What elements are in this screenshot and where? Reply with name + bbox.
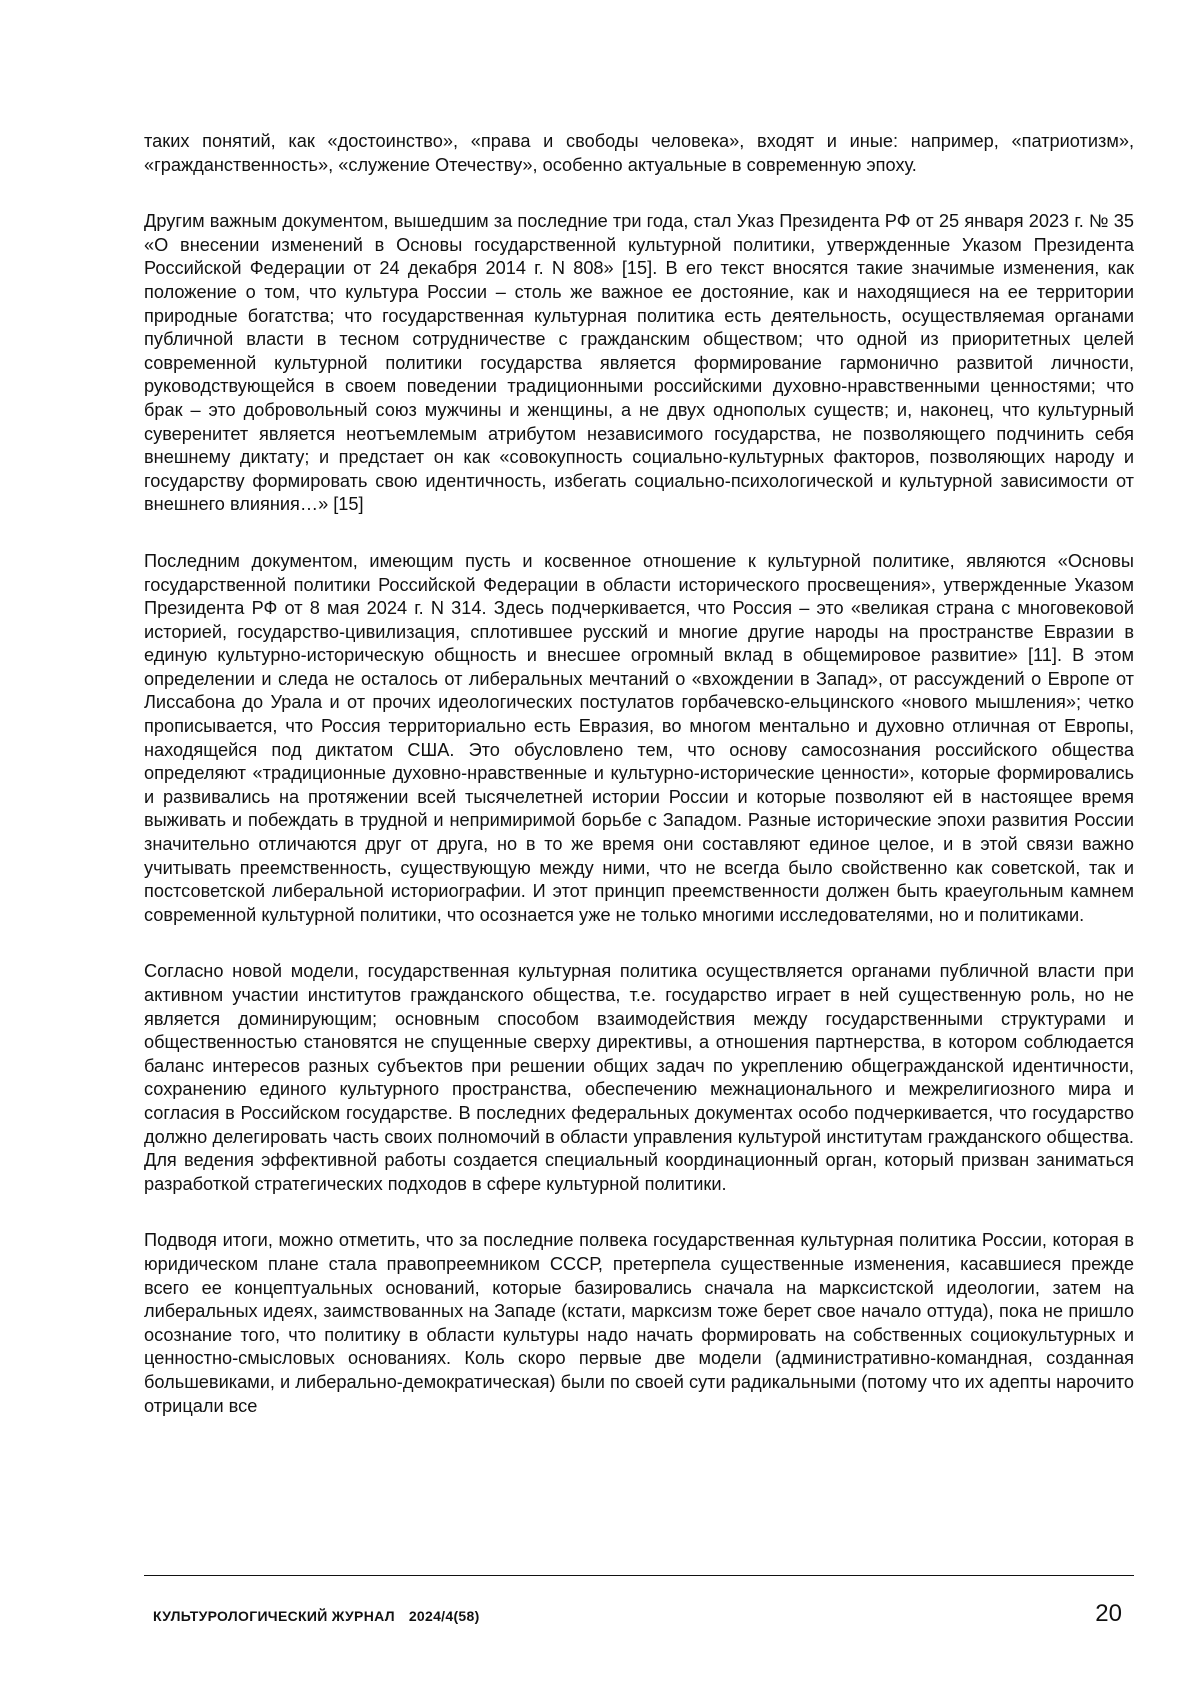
paragraph-3: Последним документом, имеющим пусть и косвенное отношение к культурной политике, являются «Основы государственной политики Российской Федерации в области исторического просвещения», утвержденные Указом Президента РФ от 8 мая 2024 г. N 314. Здесь подчеркивается, что Россия – это «великая страна с многовековой историей, государство-цивилизация, сплотившее русский и многие другие народы на пространстве Евразии в единую культурно-историческую общность и внесшее огромный вклад в общемировое развитие» [11]. В этом определении и следа не осталось от либеральных мечтаний о «вхождении в Запад», от рассуждений о Европе от Лиссабона до Урала и от прочих идеологических постулатов горбачевско-ельцинского «нового мышления»; четко прописывается, что Россия территориально есть Евразия, во многом ментально и духовно отличная от Европы, находящейся под диктатом США. Это обусловлено тем, что основу самосознания российского общества определяют «традиционные духовно-нравственные и культурно-исторические ценности», которые формировались и развивались на протяжении всей тысячелетней истории России и которые позволяют ей в настоящее время выживать и побеждать в трудной и непримиримой борьбе с Западом. Разные исторические эпохи развития России значительно отличаются друг от друга, но в то же время они составляют единое целое, и в этой связи важно учитывать преемственность, существующую между ними, что не всегда было свойственно как советской, так и постсоветской либеральной историографии. И этот принцип преемственности должен быть краеугольным камнем современной культурной политики, что осознается уже не только многими исследователями, но и политиками. [144,550,1134,925]
paragraph-1: таких понятий, как «достоинство», «права и свободы человека», входят и иные: например, «патриотизм», «гражданственность», «служение Отечеству», особенно актуальные в современную эпоху. [144,131,1134,175]
paragraph-2: Другим важным документом, вышедшим за последние три года, стал Указ Президента РФ от 25 января 2023 г. № 35 «О внесении изменений в Основы государственной культурной политики, утвержденные Указом Президента Российской Федерации от 24 декабря 2014 г. N 808» [15]. В его текст вносятся такие значимые изменения, как положение о том, что культура России – столь же важное ее достояние, как и находящиеся на ее территории природные богатства; что государственная культурная политика есть деятельность, осуществляемая органами публичной власти в тесном сотрудничестве с гражданским обществом; что одной из приоритетных целей современной культурной политики государства является формирование гармонично развитой личности, руководствующейся в своем поведении традиционными российскими духовно-нравственными ценностями; что брак – это добровольный союз мужчины и женщины, а не двух однополых существ; и, наконец, что культурный суверенитет является неотъемлемым атрибутом независимого государства, не позволяющего подчинить себя внешнему диктату; и предстает он как «совокупность социально-культурных факторов, позволяющих народу и государству формировать свою идентичность, избегать социально-психологической и культурной зависимости от внешнего влияния…» [15] [144,211,1134,515]
page-number: 20 [1095,1600,1122,1627]
paragraph-5: Подводя итоги, можно отметить, что за последние полвека государственная культурная политика России, которая в юридическом плане стала правопреемником СССР, претерпела существенные изменения, касавшиеся прежде всего ее концептуальных оснований, которые базировались сначала на марксистской идеологии, затем на либеральных идеях, заимствованных на Западе (кстати, марксизм тоже берет свое начало оттуда), пока не пришло осознание того, что политику в области культуры надо начать формировать на собственных социокультурных и ценностно-смысловых основаниях. Коль скоро первые две модели (административно-командная, созданная большевиками, и либерально-демократическая) были по своей сути радикальными (потому что их адепты нарочито отрицали все [144,1230,1134,1416]
page-body [144,130,1134,1451]
footer-divider [144,1575,1134,1576]
footer-journal-title [153,1608,480,1624]
journal-name: КУЛЬТУРОЛОГИЧЕСКИЙ ЖУРНАЛ [153,1608,395,1624]
journal-issue: 2024/4(58) [408,1608,480,1624]
paragraph-4: Согласно новой модели, государственная культурная политика осуществляется органами публичной власти при активном участии институтов гражданского общества, т.е. государство играет в ней существенную роль, но не является доминирующим; основным способом взаимодействия между государственными структурами и общественностью становятся не спущенные сверху директивы, а отношения партнерства, в котором соблюдается баланс интересов разных субъектов при решении общих задач по укреплению общегражданской идентичности, сохранению единого культурного пространства, обеспечению межнационального и межрелигиозного мира и согласия в Российском государстве. В последних федеральных документах особо подчеркивается, что государство должно делегировать часть своих полномочий в области управления культурой институтам гражданского общества. Для ведения эффективной работы создается специальный координационный орган, который призван заниматься разработкой стратегических подходов в сфере культурной политики. [144,961,1134,1194]
